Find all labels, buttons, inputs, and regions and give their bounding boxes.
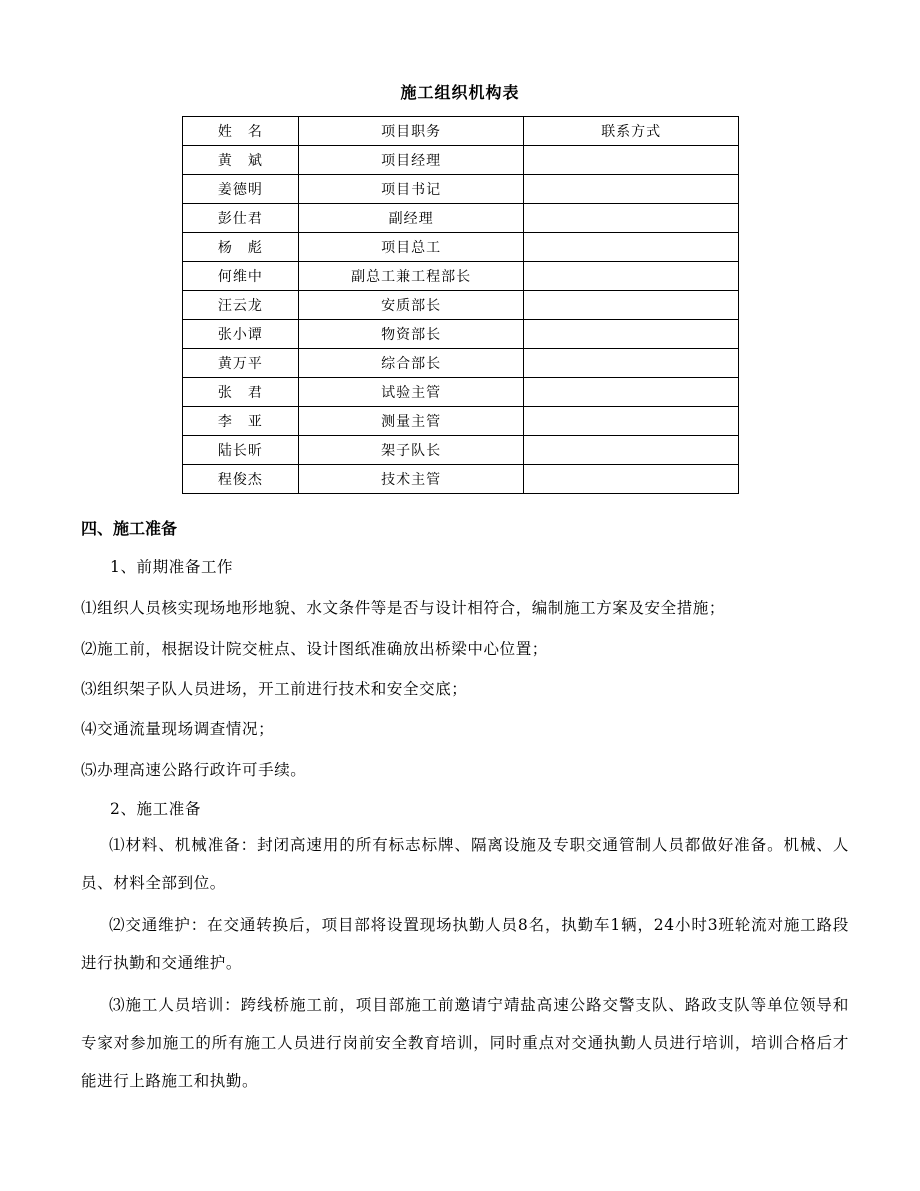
cell-contact [524,233,739,262]
prep-item-2: ⑵施工前，根据设计院交桩点、设计图纸准确放出桥梁中心位置； [81,640,548,658]
subsection-title-2: 2、施工准备 [110,800,201,818]
cell-name: 杨 彪 [183,233,299,262]
table-header-row [183,117,739,146]
cell-role: 副总工兼工程部长 [298,262,524,291]
cell-name: 黄 斌 [183,146,299,175]
cell-name: 张小谭 [183,320,299,349]
table-row [183,291,739,320]
cell-contact [524,291,739,320]
table-row [183,349,739,378]
header-contact: 联系方式 [524,117,739,146]
cell-contact [524,204,739,233]
cell-role: 安质部长 [298,291,524,320]
cell-role: 副经理 [298,204,524,233]
cell-name: 黄万平 [183,349,299,378]
prep-item-3: ⑶组织架子队人员进场，开工前进行技术和安全交底； [81,680,468,698]
cell-name: 姜德明 [183,175,299,204]
organization-table [182,116,739,494]
table-row [183,407,739,436]
cell-name: 陆长昕 [183,436,299,465]
header-role: 项目职务 [298,117,524,146]
prep-item-1: ⑴组织人员核实现场地形地貌、水文条件等是否与设计相符合，编制施工方案及安全措施； [81,599,726,617]
table-row [183,175,739,204]
page-title: 施工组织机构表 [400,83,520,102]
section-heading: 四、施工准备 [81,519,178,538]
cell-role: 试验主管 [298,378,524,407]
construction-item-3: ⑶施工人员培训：跨线桥施工前，项目部施工前邀请宁靖盐高速公路交警支队、路政支队等单位领导和专家对参加施工的所有施工人员进行岗前安全教育培训，同时重点对交通执勤人员进行培训，培训合格后才能进行上路施工和执勤。 [81,996,849,1090]
table-row [183,233,739,262]
cell-role: 测量主管 [298,407,524,436]
cell-role: 架子队长 [298,436,524,465]
cell-contact [524,465,739,494]
cell-contact [524,378,739,407]
cell-name: 张 君 [183,378,299,407]
construction-item-2: ⑵交通维护：在交通转换后，项目部将设置现场执勤人员8名，执勤车1辆，24小时3班轮流对施工路段进行执勤和交通维护。 [81,916,849,972]
table-row [183,465,739,494]
cell-name: 程俊杰 [183,465,299,494]
cell-contact [524,175,739,204]
cell-contact [524,436,739,465]
cell-role: 技术主管 [298,465,524,494]
cell-role: 项目经理 [298,146,524,175]
cell-name: 汪云龙 [183,291,299,320]
cell-name: 李 亚 [183,407,299,436]
cell-role: 项目总工 [298,233,524,262]
cell-contact [524,320,739,349]
header-name: 姓 名 [183,117,299,146]
cell-role: 项目书记 [298,175,524,204]
cell-contact [524,407,739,436]
prep-item-5: ⑸办理高速公路行政许可手续。 [81,761,307,779]
cell-contact [524,262,739,291]
cell-name: 何维中 [183,262,299,291]
cell-name: 彭仕君 [183,204,299,233]
cell-role: 综合部长 [298,349,524,378]
table-row [183,262,739,291]
table-row [183,146,739,175]
table-row [183,436,739,465]
cell-contact [524,349,739,378]
table-row [183,320,739,349]
construction-item-1: ⑴材料、机械准备：封闭高速用的所有标志标牌、隔离设施及专职交通管制人员都做好准备。机械、人员、材料全部到位。 [81,836,849,892]
prep-item-4: ⑷交通流量现场调查情况； [81,720,275,738]
table-row [183,204,739,233]
cell-role: 物资部长 [298,320,524,349]
subsection-title-1: 1、前期准备工作 [110,558,234,576]
cell-contact [524,146,739,175]
table-row [183,378,739,407]
